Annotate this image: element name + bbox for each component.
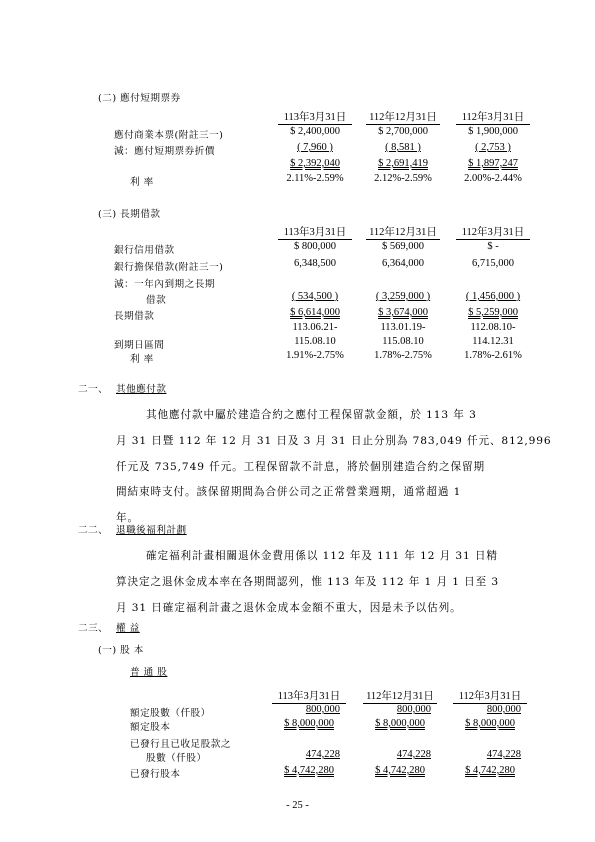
table-cell-total: $ 3,674,000 [378,307,428,318]
paragraph-line: 間結束時支付。該保留期間為合併公司之正常營業週期，通常超過 1 [116,486,462,498]
table-cell: 6,348,500 [294,258,336,269]
subsubsection-title: 普 通 股 [130,667,168,678]
table-cell: 800,000 [396,704,431,715]
table-cell: ( 534,500 ) [291,291,339,302]
table-cell: 112.08.10- [470,322,516,333]
table-cell: 1.91%-2.75% [286,350,344,361]
header-rule [366,124,440,125]
table-cell: 474,228 [305,749,340,760]
table-cell: $ 2,700,000 [378,126,428,137]
row-label: 減：一年內到期之長期 [114,279,215,290]
table-cell: 800,000 [486,704,521,715]
header-rule [366,239,440,240]
row-label: 利 率 [130,177,154,188]
column-header-3: 112年3月31日 [458,691,522,702]
column-header-2: 112年12月31日 [366,691,434,702]
column-header-1: 113年3月31日 [283,227,347,238]
row-label: 利 率 [130,354,154,365]
table-cell: $ 2,400,000 [290,126,340,137]
table-cell: ( 3,259,000 ) [375,291,431,302]
section-number: 二一、 [78,384,109,395]
paragraph-line: 月 31 日暨 112 年 12 月 31 日及 3 月 31 日止分別為 783,049 仟元、812,996 [116,435,552,447]
table-cell-total: $ 4,742,280 [284,765,334,776]
row-label: 到期日區間 [114,340,165,351]
table-cell: 1.78%-2.61% [464,350,522,361]
table-cell: 474,228 [486,749,521,760]
row-label: 已發行股本 [130,769,181,780]
table-cell: 6,715,000 [472,258,514,269]
column-header-1: 113年3月31日 [283,112,347,123]
table-cell-total: $ 1,897,247 [468,158,518,169]
section-title-short-term-bills: (二) 應付短期票券 [98,93,181,104]
header-rule [278,239,352,240]
row-label: 額定股數（仟股） [130,708,211,719]
table-cell-total: $ 2,691,419 [378,158,428,169]
section-number: 二二、 [78,525,109,536]
row-label: 減：應付短期票券折價 [114,146,215,157]
table-cell: ( 1,456,000 ) [465,291,521,302]
paragraph-line: 仟元及 735,749 仟元。工程保留款不計息，將於個別建造合約之保留期 [116,461,485,473]
column-header-2: 112年12月31日 [369,112,437,123]
section-heading: 退職後福利計劃 [116,525,187,536]
header-rule [278,124,352,125]
header-rule [456,239,530,240]
row-label: 額定股本 [130,722,171,733]
table-cell: 2.12%-2.59% [374,173,432,184]
table-cell: 6,364,000 [382,258,424,269]
paragraph-line: 算決定之退休金成本率在各期間認列，惟 113 年及 112 年 1 月 1 日至 3 [116,576,500,588]
table-cell: 113.06.21- [292,322,338,333]
row-label: 借款 [146,295,167,306]
column-header-3: 112年3月31日 [461,112,525,123]
table-cell-total: $ 8,000,000 [375,718,425,729]
table-cell-total: $ 6,614,000 [290,307,340,318]
page-number: - 25 - [286,800,309,811]
table-cell: ( 8,581 ) [385,142,421,153]
paragraph-line: 年。 [116,512,139,524]
table-cell: 800,000 [305,704,340,715]
paragraph-line: 月 31 日確定福利計畫之退休金成本金額不重大，因是未予以估列。 [116,602,462,614]
table-cell-total: $ 2,392,040 [290,158,340,169]
table-cell: 113.01.19- [380,322,426,333]
table-cell: ( 7,960 ) [297,142,333,153]
table-cell: 2.00%-2.44% [464,173,522,184]
table-cell: $ 569,000 [382,241,424,252]
section-heading: 其他應付款 [116,384,167,395]
table-cell: $ - [487,241,499,252]
row-label: 長期借款 [114,311,155,322]
row-label: 銀行擔保借款(附註三一) [114,262,224,273]
row-label: 股數（仟股） [146,753,207,764]
table-cell-total: $ 8,000,000 [465,718,515,729]
table-cell: $ 800,000 [294,241,336,252]
table-cell-total: $ 4,742,280 [375,765,425,776]
paragraph-line: 其他應付款中屬於建造合約之應付工程保留款金額，於 113 年 3 [146,409,477,421]
paragraph-line: 確定福利計畫相關退休金費用係以 112 年及 111 年 12 月 31 日精 [146,550,498,562]
table-cell: 2.11%-2.59% [286,173,344,184]
table-cell: 115.08.10 [294,336,336,347]
table-cell: 114.12.31 [472,336,514,347]
section-heading: 權 益 [116,623,140,634]
row-label: 銀行信用借款 [114,245,175,256]
section-number: 二三、 [78,623,109,634]
table-cell-total: $ 4,742,280 [465,765,515,776]
row-label: 應付商業本票(附註三一) [114,130,224,141]
table-cell: $ 1,900,000 [468,126,518,137]
section-title-long-term-loans: (三) 長期借款 [98,209,161,220]
column-header-1: 113年3月31日 [277,691,341,702]
table-cell-total: $ 5,259,000 [468,307,518,318]
table-cell: 474,228 [396,749,431,760]
table-cell: ( 2,753 ) [475,142,511,153]
table-cell: 1.78%-2.75% [374,350,432,361]
header-rule [456,124,530,125]
column-header-2: 112年12月31日 [369,227,437,238]
subsection-title: (一) 股 本 [98,645,144,656]
column-header-3: 112年3月31日 [461,227,525,238]
table-cell-total: $ 8,000,000 [284,718,334,729]
table-cell: 115.08.10 [382,336,424,347]
row-label: 已發行且已收足股款之 [130,739,231,750]
